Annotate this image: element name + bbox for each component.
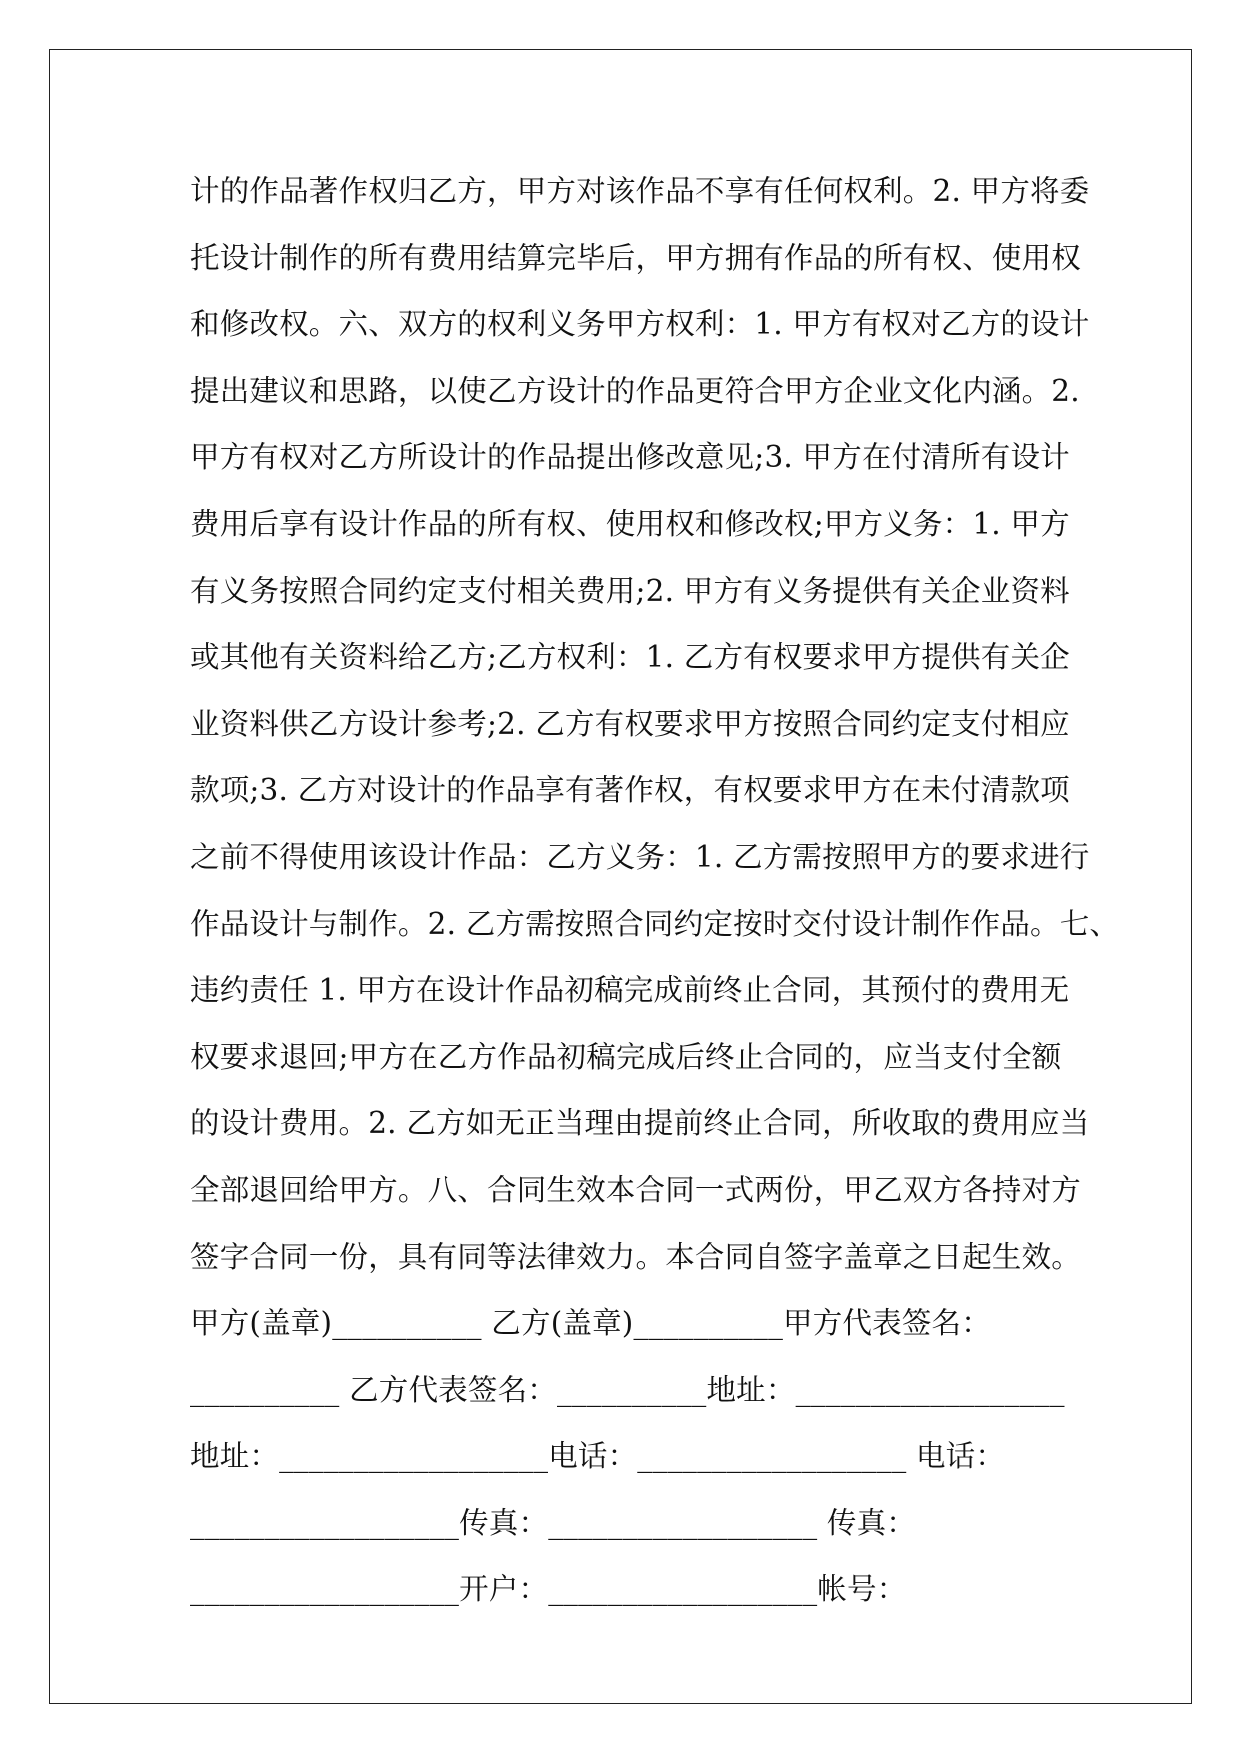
body-line: 有义务按照合同约定支付相关费用;2. 甲方有义务提供有关企业资料 bbox=[190, 573, 1070, 608]
body-line: 的设计费用。2. 乙方如无正当理由提前终止合同，所收取的费用应当 bbox=[190, 1106, 1090, 1141]
body-line: 托设计制作的所有费用结算完毕后，甲方拥有作品的所有权、使用权 bbox=[190, 240, 1082, 275]
signature-line-bank: __________________开户：__________________帐号： bbox=[190, 1572, 907, 1607]
body-line: 或其他有关资料给乙方;乙方权利：1. 乙方有权要求甲方提供有关企 bbox=[190, 640, 1070, 675]
body-line: 签字合同一份，具有同等法律效力。本合同自签字盖章之日起生效。 bbox=[190, 1239, 1082, 1274]
body-line: 违约责任 1. 甲方在设计作品初稿完成前终止合同，其预付的费用无 bbox=[190, 973, 1070, 1008]
signature-line-representatives: __________ 乙方代表签名：__________地址：__________________ bbox=[190, 1372, 1065, 1407]
body-line: 权要求退回;甲方在乙方作品初稿完成后终止合同的，应当支付全额 bbox=[190, 1039, 1062, 1074]
body-line: 甲方有权对乙方所设计的作品提出修改意见;3. 甲方在付清所有设计 bbox=[190, 440, 1070, 475]
body-line: 款项;3. 乙方对设计的作品享有著作权，有权要求甲方在未付清款项 bbox=[190, 773, 1070, 808]
body-line: 计的作品著作权归乙方，甲方对该作品不享有任何权利。2. 甲方将委 bbox=[190, 174, 1090, 208]
body-line: 和修改权。六、双方的权利义务甲方权利：1. 甲方有权对乙方的设计 bbox=[190, 307, 1090, 342]
contract-body bbox=[190, 158, 1120, 1623]
signature-line-seals: 甲方(盖章)__________ 乙方(盖章)__________甲方代表签名： bbox=[190, 1306, 991, 1341]
body-line: 提出建议和思路，以使乙方设计的作品更符合甲方企业文化内涵。2. bbox=[190, 373, 1080, 408]
signature-line-address-phone: 地址：__________________电话：__________________ 电话： bbox=[190, 1439, 1006, 1474]
body-line: 全部退回给甲方。八、合同生效本合同一式两份，甲乙双方各持对方 bbox=[190, 1172, 1082, 1207]
body-line: 业资料供乙方设计参考;2. 乙方有权要求甲方按照合同约定支付相应 bbox=[190, 706, 1070, 741]
signature-line-fax: __________________传真：__________________ 传真： bbox=[190, 1505, 916, 1540]
body-line: 作品设计与制作。2. 乙方需按照合同约定按时交付设计制作作品。七、 bbox=[190, 906, 1120, 941]
body-line: 费用后享有设计作品的所有权、使用权和修改权;甲方义务：1. 甲方 bbox=[190, 506, 1070, 541]
body-line: 之前不得使用该设计作品：乙方义务：1. 乙方需按照甲方的要求进行 bbox=[190, 839, 1090, 874]
